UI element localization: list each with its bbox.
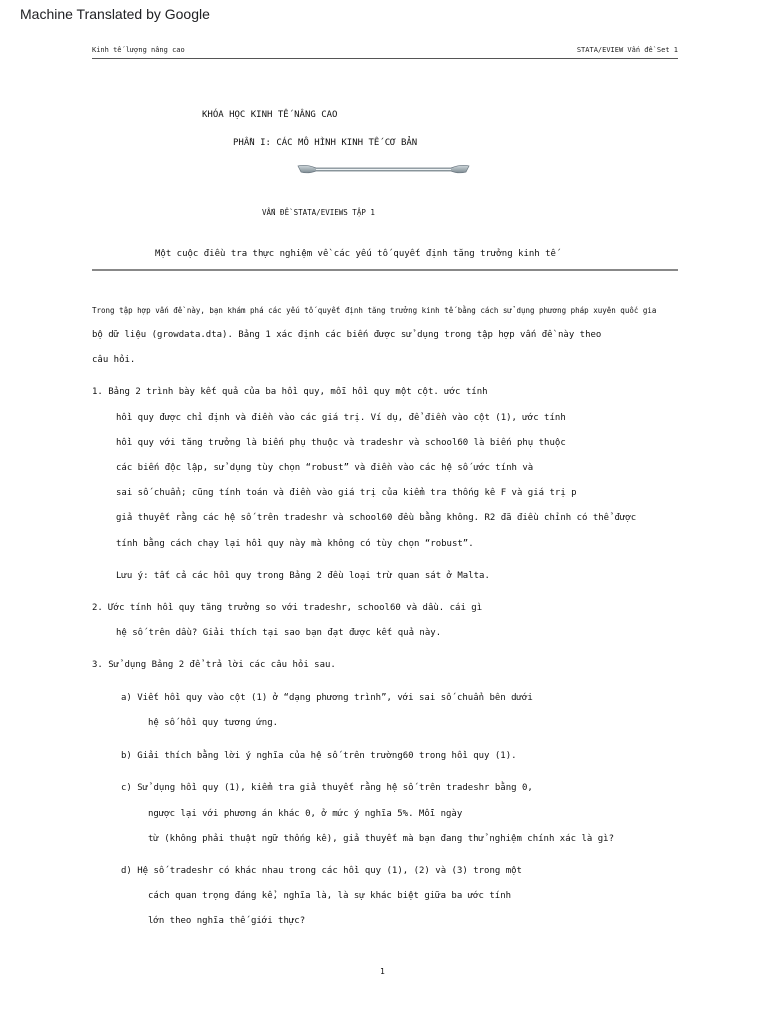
- question-3b: b) Giải thích bằng lời ý nghĩa của hệ số trên trường60 trong hồi quy (1).: [121, 751, 517, 761]
- question-3: 3. Sử dụng Bảng 2 để trả lời các câu hỏi sau.: [92, 660, 336, 670]
- question-1-line-7: tính bằng cách chạy lại hồi quy này mà không có tùy chọn “robust”.: [116, 539, 474, 549]
- page-number: 1: [380, 967, 385, 976]
- course-title: KHÓA HỌC KINH TẾ NÂNG CAO: [202, 110, 338, 120]
- question-1-line-5: sai số chuẩn; cũng tính toán và điền vào giá trị của kiểm tra thống kê F và giá trị p: [116, 488, 577, 498]
- machine-translation-banner: Machine Translated by Google: [20, 6, 210, 22]
- question-3a-line-1: a) Viết hồi quy vào cột (1) ở “dạng phương trình”, với sai số chuẩn bên dưới: [121, 693, 533, 703]
- question-1-line-1: 1. Bảng 2 trình bày kết quả của ba hồi quy, mỗi hồi quy một cột. ước tính: [92, 387, 488, 397]
- question-3c-line-1: c) Sử dụng hồi quy (1), kiểm tra giả thuyết rằng hệ số trên tradeshr bằng 0,: [121, 783, 533, 793]
- intro-line-1: Trong tập hợp vấn đề này, bạn khám phá các yếu tố quyết định tăng trưởng kinh tế bằng cách sử dụng phương pháp xuyên quốc gia: [92, 306, 657, 315]
- question-1-note: Lưu ý: tất cả các hồi quy trong Bảng 2 đều loại trừ quan sát ở Malta.: [116, 571, 490, 581]
- question-1-line-4: các biến độc lập, sử dụng tùy chọn “robust” và điền vào các hệ số ước tính và: [116, 463, 534, 473]
- question-3d-line-1: d) Hệ số tradeshr có khác nhau trong các hồi quy (1), (2) và (3) trong một: [121, 866, 522, 876]
- document-subtitle: Một cuộc điều tra thực nghiệm về các yếu tố quyết định tăng trưởng kinh tế: [155, 249, 556, 259]
- header-set-name: STATA/EVIEW Vấn đề Set 1: [576, 46, 678, 54]
- intro-line-2: bộ dữ liệu (growdata.dta). Bảng 1 xác định các biến được sử dụng trong tập hợp vấn đề này theo: [92, 330, 602, 340]
- question-3d-line-2: cách quan trọng đáng kể, nghĩa là, là sự khác biệt giữa ba ước tính: [148, 891, 512, 901]
- running-header: [92, 46, 678, 54]
- question-3c-line-3: từ (không phải thuật ngữ thống kê), giả thuyết mà bạn đang thử nghiệm chính xác là gì?: [148, 834, 614, 844]
- ornament-divider-icon: [296, 162, 471, 176]
- intro-line-3: câu hỏi.: [92, 355, 136, 365]
- question-3c-line-2: ngược lại với phương án khác 0, ở mức ý nghĩa 5%. Mỗi ngày: [148, 809, 463, 819]
- problem-set-title: VẤN ĐỀ STATA/EVIEWS TẬP 1: [262, 208, 375, 217]
- question-1-line-2: hồi quy được chỉ định và điền vào các giá trị. Ví dụ, để điền vào cột (1), ước tính: [116, 413, 566, 423]
- header-rule: [92, 58, 678, 59]
- title-rule: [92, 269, 678, 271]
- question-3a-line-2: hệ số hồi quy tương ứng.: [148, 718, 279, 728]
- question-2-line-1: 2. Ước tính hồi quy tăng trưởng so với tradeshr, school60 và dầu. cái gì: [92, 603, 483, 613]
- part-title: PHẦN I: CÁC MÔ HÌNH KINH TẾ CƠ BẢN: [233, 138, 418, 148]
- question-1-line-6: giả thuyết rằng các hệ số trên tradeshr và school60 đều bằng không. R2 đã điều chỉnh có thể được: [116, 513, 637, 523]
- question-2-line-2: hệ số trên dầu? Giải thích tại sao bạn đạt được kết quả này.: [116, 628, 442, 638]
- header-course-name: Kinh tế lượng nâng cao: [92, 46, 185, 54]
- question-1-line-3: hồi quy với tăng trưởng là biến phụ thuộc và tradeshr và school60 là biến phụ thuộc: [116, 438, 566, 448]
- question-3d-line-3: lớn theo nghĩa thế giới thực?: [148, 916, 306, 926]
